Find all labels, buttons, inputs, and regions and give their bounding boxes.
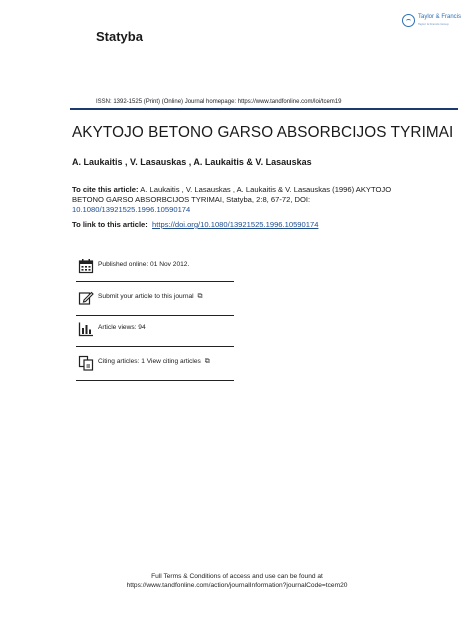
- submit-article-item[interactable]: [76, 290, 234, 312]
- citing-articles-item[interactable]: [76, 355, 234, 377]
- external-link-icon: ⧉: [197, 293, 203, 300]
- terms-footer: [0, 572, 474, 590]
- info-divider: [76, 346, 234, 347]
- edit-submit-icon: [78, 290, 94, 306]
- logo-brand-text: Taylor & Francis: [418, 14, 462, 20]
- article-link-block: [72, 220, 318, 229]
- submit-article-text: Submit your article to this journal: [98, 293, 194, 300]
- info-divider: [76, 315, 234, 316]
- header-divider: [70, 108, 458, 110]
- citing-articles-text: Citing articles: 1 View citing articles: [98, 358, 201, 365]
- external-link-icon: ⧉: [204, 358, 210, 365]
- info-divider: [76, 281, 234, 282]
- citing-articles-icon: [78, 355, 94, 371]
- article-doi-link[interactable]: https://doi.org/10.1080/13921525.1996.10590174: [152, 220, 319, 229]
- submit-article-link[interactable]: [98, 293, 203, 301]
- issn-homepage-line: ISSN: 1392-1525 (Print) (Online) Journal homepage: https://www.tandfonline.com/loi/tcem19: [96, 99, 342, 105]
- citing-articles-link[interactable]: [98, 358, 210, 366]
- published-online-text: Published online: 01 Nov 2012.: [98, 261, 190, 268]
- footer-terms-text: Full Terms & Conditions of access and use can be found at: [151, 573, 323, 580]
- citation-doi[interactable]: 10.1080/13921525.1996.10590174: [72, 205, 191, 214]
- published-online-item: [76, 258, 234, 280]
- calendar-icon: [78, 258, 94, 274]
- citation-label: To cite this article:: [72, 185, 139, 194]
- info-divider: [76, 380, 234, 381]
- logo-tagline-text: Taylor & Francis Group: [418, 22, 449, 26]
- citation-block: [72, 185, 392, 215]
- citation-text: A. Laukaitis , V. Lasauskas , A. Laukaitis & V. Lasauskas (1996) AKYTOJO BETONO GARSO ABSORBCIJOS TYRIMAI, Statyba, 2:8, 67-72, DOI:: [72, 185, 392, 204]
- article-authors: A. Laukaitis , V. Lasauskas , A. Laukaitis & V. Lasauskas: [72, 157, 312, 167]
- article-views-text: Article views: 94: [98, 324, 146, 331]
- journal-name: Statyba: [96, 29, 143, 44]
- taylor-francis-logo[interactable]: [402, 12, 464, 32]
- bar-chart-icon: [78, 321, 94, 337]
- link-label: To link to this article:: [72, 220, 148, 229]
- taylor-francis-logo-icon: [402, 14, 415, 27]
- article-title: AKYTOJO BETONO GARSO ABSORBCIJOS TYRIMAI: [72, 124, 454, 141]
- footer-terms-link[interactable]: https://www.tandfonline.com/action/journalInformation?journalCode=tcem20: [126, 582, 348, 589]
- article-views-item: [76, 321, 234, 343]
